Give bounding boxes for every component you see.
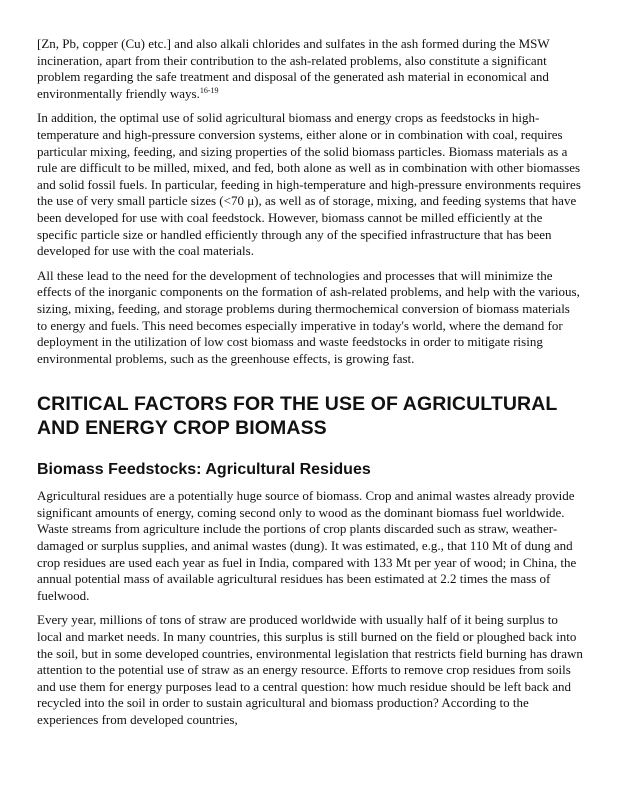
section-heading: CRITICAL FACTORS FOR THE USE OF AGRICULTURAL AND ENERGY CROP BIOMASS	[37, 393, 558, 440]
paragraph-straw-surplus: Every year, millions of tons of straw are produced worldwide with usually half of it being surplus to local and market needs. In many countries, this surplus is still burned on the field or ploughed back into the soil, but in some developed countries, environmental legislation that restricts field burning has drawn attention to the potential use of straw as an energy resource. Efforts to remove crop residues from soils and use them for energy purposes lead to a central question: how much residue should be left back and recycled into the soil in order to sustain agricultural and biomass production? According to the experiences from developed countries,	[37, 612, 583, 727]
paragraph-technology-need: All these lead to the need for the development of technologies and processes that will minimize the effects of the inorganic components on the formation of ash-related problems, and help with the various, sizing, mixing, feeding, and storage problems during thermochemical conversion of biomass materials to energy and fuels. This need becomes especially imperative in today's world, where the demand for deployment in the utilization of low cost biomass and waste feedstocks in order to mitigate rising environmental problems, such as the greenhouse effects, is growing fast.	[37, 267, 580, 366]
subsection-heading: Biomass Feedstocks: Agricultural Residues	[37, 461, 371, 479]
paragraph-feeding-sizing: In addition, the optimal use of solid agricultural biomass and energy crops as feedstocks in high-temperature and high-pressure conversion systems, either alone or in combination with coal, requires particular mixing, feeding, and sizing properties of the solid biomass particles. Biomass materials as a rule are difficult to be milled, mixed, and fed, both alone as well as in combination with other biomasses and solid fossil fuels. In particular, feeding in high-temperature and high-pressure environments requires the use of very small particle sizes (<70 μ), as well as of storage, mixing, and feeding systems that have been developed for use with coal feedstock. However, biomass cannot be milled efficiently at the specific particle size or handled efficiently through any of the specified infrastructure that has been developed for use with the coal materials.	[37, 110, 581, 259]
paragraph-ash-disposal	[37, 36, 583, 102]
paragraph-agricultural-residues: Agricultural residues are a potentially huge source of biomass. Crop and animal wastes already provide significant amounts of energy, coming second only to wood as the dominant biomass fuel worldwide. Waste streams from agriculture include the portions of crop plants discarded such as straw, weather-damaged or surplus supplies, and animal wastes (dung). It was estimated, e.g., that 110 Mt of dung and crop residues are used each year as fuel in India, compared with 133 Mt per year of wood; in China, the annual potential mass of available agricultural residues has been estimated at 2.2 times the mass of fuelwood.	[37, 488, 577, 603]
document-page	[37, 36, 583, 737]
citation-superscript: 16-19	[199, 85, 219, 95]
paragraph-text: [Zn, Pb, copper (Cu) etc.] and also alkali chlorides and sulfates in the ash formed during the MSW incineration, apart from their contribution to the ash-related problems, also constitute a significant problem regarding the safe treatment and disposal of the generated ash material in economical and environmentally friendly ways.	[37, 36, 550, 101]
